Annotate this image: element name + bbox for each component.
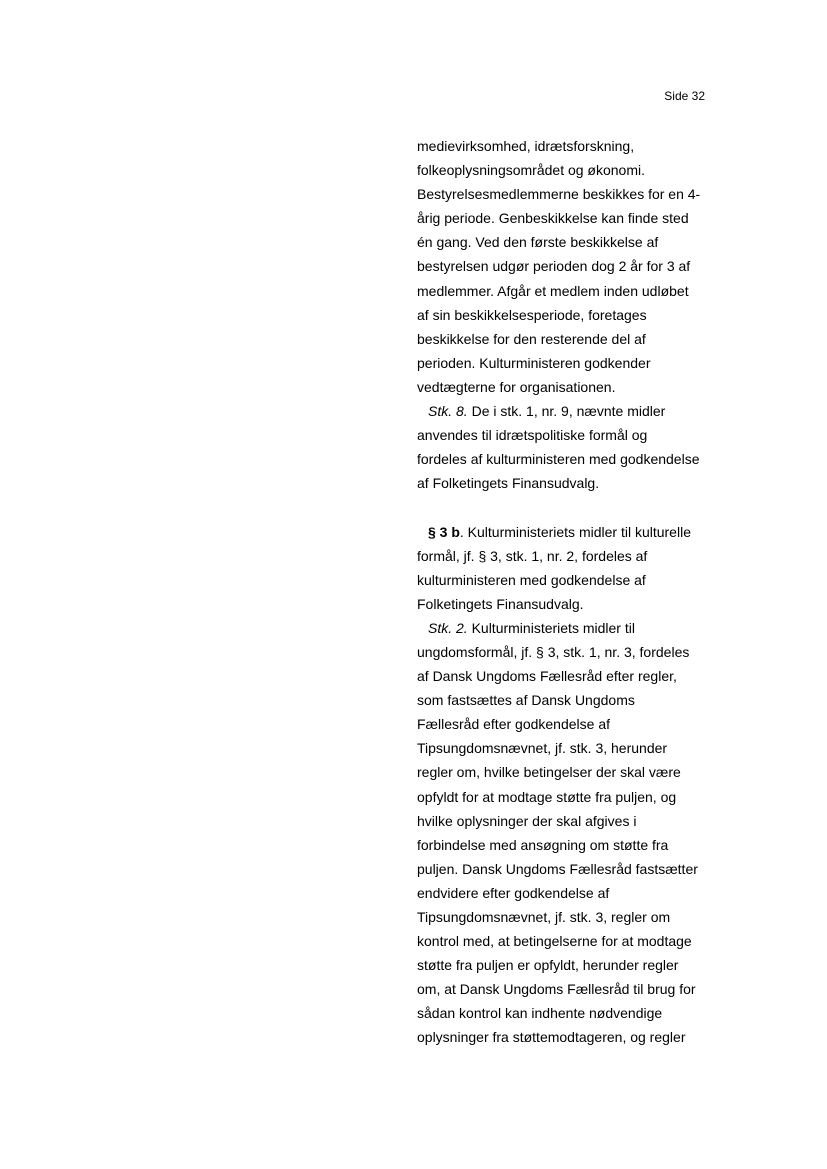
text-line: opfyldt for at modtage støtte fra puljen, og xyxy=(417,788,677,805)
text-line: puljen. Dansk Ungdoms Fællesråd fastsætter xyxy=(417,860,698,877)
paragraph-stk-2 xyxy=(417,616,717,1050)
text-line: ungdomsformål, jf. § 3, stk. 1, nr. 3, fordeles xyxy=(417,643,690,660)
stk-2-first-line: Kulturministeriets midler til xyxy=(467,619,635,636)
stk-8-first-line: De i stk. 1, nr. 9, nævnte midler xyxy=(467,403,666,420)
text-line: medievirksomhed, idrætsforskning, xyxy=(417,138,635,154)
text-line xyxy=(417,399,717,423)
text-line: Bestyrelsesmedlemmerne beskikkes for en 4- xyxy=(417,186,701,203)
text-line: oplysninger fra støttemodtageren, og regler xyxy=(417,1029,686,1046)
text-line xyxy=(417,520,717,544)
text-line: fordeles af kulturministeren med godkendelse xyxy=(417,451,700,468)
text-line: anvendes til idrætspolitiske formål og xyxy=(417,427,648,444)
text-line xyxy=(417,616,717,640)
text-line: regler om, hvilke betingelser der skal være xyxy=(417,764,681,781)
text-line: Fællesråd efter godkendelse af xyxy=(417,716,610,733)
text-line: Tipsungdomsnævnet, jf. stk. 3, regler om xyxy=(417,909,671,925)
stk-8-label: Stk. 8. xyxy=(428,403,468,420)
text-line: hvilke oplysninger der skal afgives i xyxy=(417,812,637,829)
text-line: Tipsungdomsnævnet, jf. stk. 3, herunder xyxy=(417,740,668,757)
body-text-column xyxy=(417,134,717,1050)
text-line: sådan kontrol kan indhente nødvendige xyxy=(417,1005,663,1022)
text-line: Folketingets Finansudvalg. xyxy=(417,595,584,612)
paragraph-stk-8 xyxy=(417,399,717,495)
section-3b-heading: § 3 b xyxy=(428,523,460,540)
text-line: af Folketingets Finansudvalg. xyxy=(417,475,600,492)
text-line: folkeoplysningsområdet og økonomi. xyxy=(417,162,646,179)
text-line: kontrol med, at betingelserne for at modtage xyxy=(417,933,692,950)
text-line: kulturministeren med godkendelse af xyxy=(417,571,646,588)
text-line: af sin beskikkelsesperiode, foretages xyxy=(417,306,647,323)
text-line: bestyrelsen udgør perioden dog 2 år for 3 af xyxy=(417,258,691,275)
section-3b-first-line: . Kulturministeriets midler til kulturelle xyxy=(459,523,691,540)
text-line: af Dansk Ungdoms Fællesråd efter regler, xyxy=(417,668,677,685)
text-line: beskikkelse for den resterende del af xyxy=(417,330,646,347)
text-line: støtte fra puljen er opfyldt, herunder regler xyxy=(417,957,679,974)
text-line: vedtægterne for organisationen. xyxy=(417,378,616,395)
paragraph-board-members xyxy=(417,134,717,399)
page-number: Side 32 xyxy=(664,89,705,103)
text-line: perioden. Kulturministeren godkender xyxy=(417,354,651,371)
text-line: som fastsættes af Dansk Ungdoms xyxy=(417,692,635,709)
text-line: endvidere efter godkendelse af xyxy=(417,884,610,901)
text-line: formål, jf. § 3, stk. 1, nr. 2, fordeles af xyxy=(417,547,648,564)
text-line: årig periode. Genbeskikkelse kan finde sted xyxy=(417,210,689,227)
text-line: forbindelse med ansøgning om støtte fra xyxy=(417,836,669,853)
paragraph-section-3b xyxy=(417,520,717,616)
text-line: medlemmer. Afgår et medlem inden udløbet xyxy=(417,282,689,299)
text-line: én gang. Ved den første beskikkelse af xyxy=(417,234,659,251)
stk-2-label: Stk. 2. xyxy=(428,619,468,636)
paragraph-spacer xyxy=(417,495,717,519)
text-line: om, at Dansk Ungdoms Fællesråd til brug for xyxy=(417,981,696,998)
